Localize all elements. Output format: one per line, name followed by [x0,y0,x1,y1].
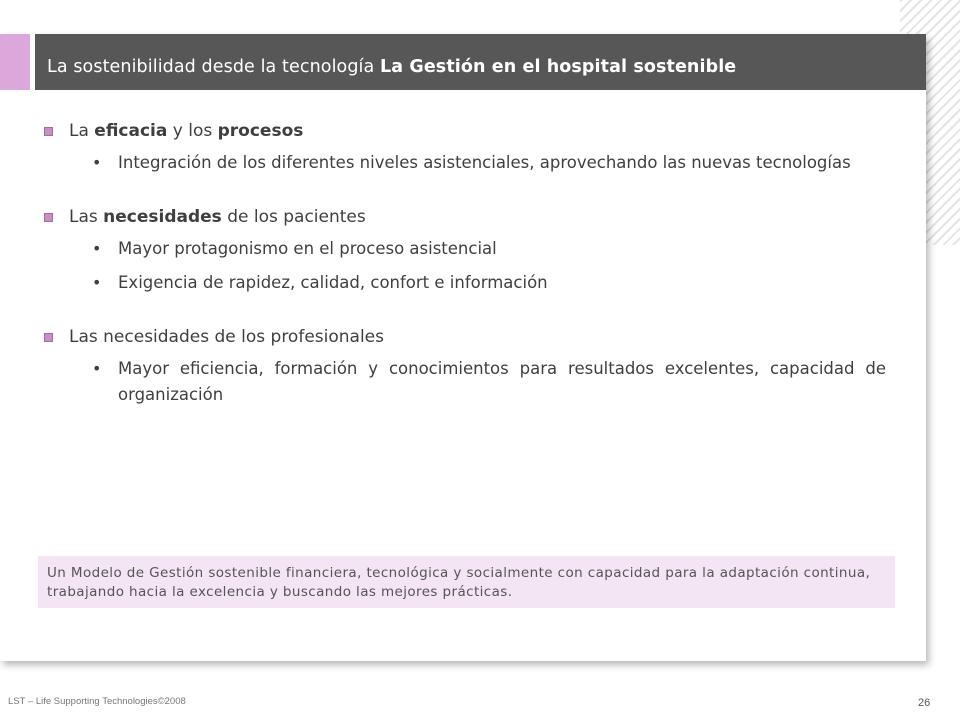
section-heading: Las necesidades de los profesionales [44,324,886,350]
section-eficacia [44,118,886,176]
slide-title [35,34,926,90]
section-profesionales [44,324,886,408]
title-bold: La Gestión en el hospital sostenible [380,57,737,77]
bullet-dot-icon: • [92,359,102,378]
slide-content [44,118,886,436]
section-heading: Las necesidades de los pacientes [44,204,886,230]
bullet-item: • Integración de los diferentes niveles asistenciales, aprovechando las nuevas tecnologías [92,150,886,176]
square-bullet-icon [44,333,53,342]
section-pacientes [44,204,886,296]
section-heading: La eficacia y los procesos [44,118,886,144]
bullet-item: • Exigencia de rapidez, calidad, confort e información [92,270,886,296]
bullet-item: • Mayor protagonismo en el proceso asistencial [92,236,886,262]
title-accent [0,34,30,90]
bullet-dot-icon: • [92,239,102,258]
bullet-item: • Mayor eficiencia, formación y conocimientos para resultados excelentes, capacidad de organización [92,356,886,408]
footer-copyright: LST – Life Supporting Technologies©2008 [8,696,186,707]
square-bullet-icon [44,213,53,222]
bullet-dot-icon: • [92,153,102,172]
square-bullet-icon [44,127,53,136]
bullet-dot-icon: • [92,273,102,292]
title-normal: La sostenibilidad desde la tecnología [47,57,381,77]
summary-note: Un Modelo de Gestión sostenible financiera, tecnológica y socialmente con capacidad para la adaptación continua, trabajando hacia la excelencia y buscando las mejores prácticas. [38,556,895,608]
page-number: 26 [918,697,931,709]
